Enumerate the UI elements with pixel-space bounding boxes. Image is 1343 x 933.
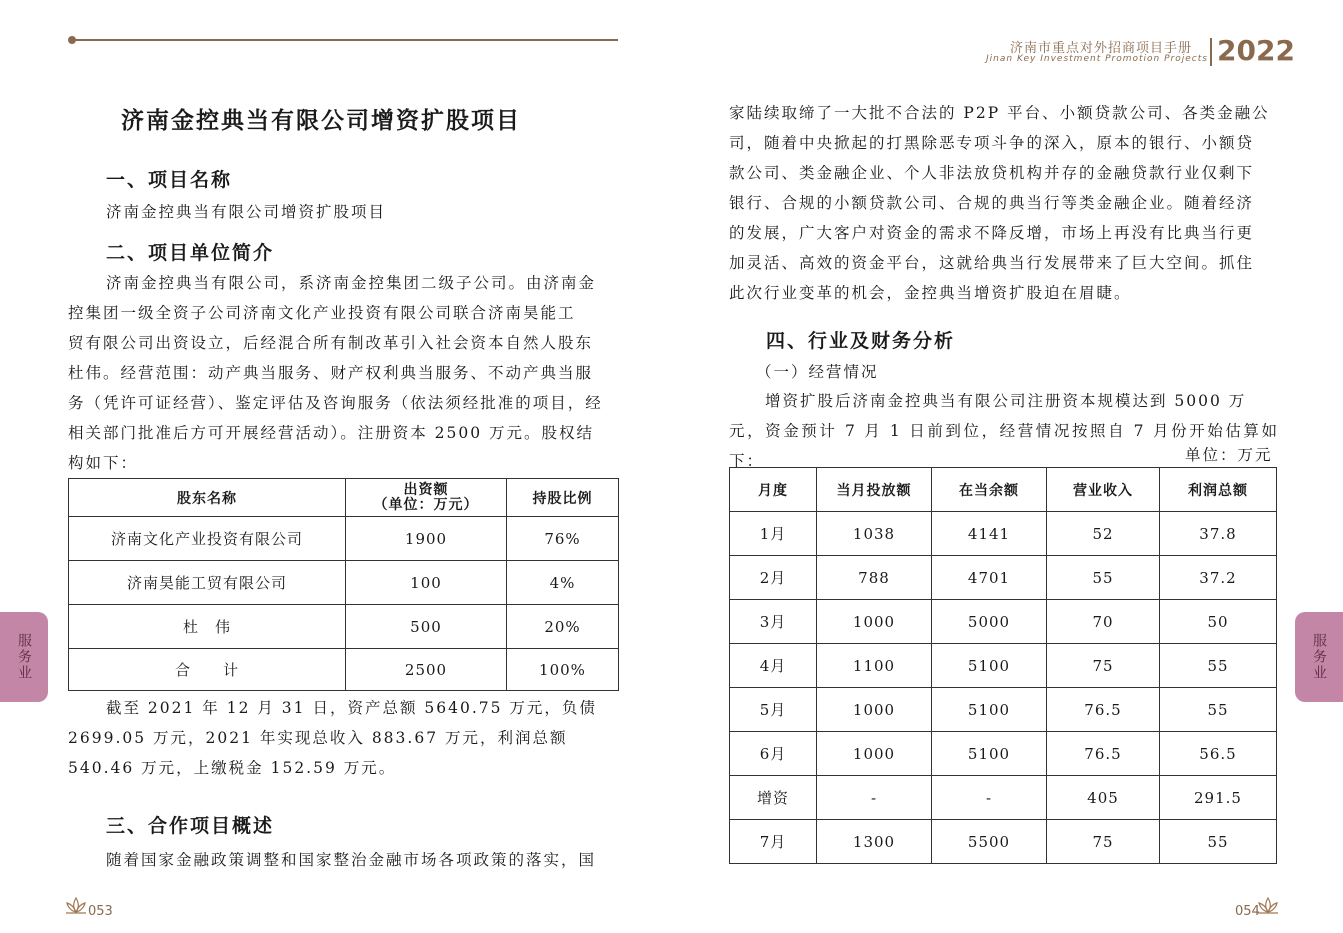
para-line: 增资扩股后济南金控典当有限公司注册资本规模达到 5000 万 xyxy=(765,392,1247,410)
table-cell: 500 xyxy=(346,605,507,649)
table-cell: 1300 xyxy=(817,820,932,864)
table-row xyxy=(69,517,619,561)
table-row-total xyxy=(69,649,619,691)
table-cell: 5000 xyxy=(932,600,1047,644)
table-cell: 100 xyxy=(346,561,507,605)
table-cell: 1000 xyxy=(817,732,932,776)
table-cell: 合 计 xyxy=(69,649,346,691)
table-cell: 4701 xyxy=(932,556,1047,600)
shareholder-table xyxy=(68,478,619,691)
para-line: 杜伟。经营范围：动产典当服务、财产权利典当服务、不动产典当服 xyxy=(68,364,594,382)
table-cell: 55 xyxy=(1047,556,1160,600)
para-line: 银行、合规的小额贷款公司、合规的典当行等类金融企业。随着经济 xyxy=(729,194,1255,212)
table-cell: 76% xyxy=(507,517,619,561)
unit-label: 单位：万元 xyxy=(1185,446,1273,464)
table-cell: 2月 xyxy=(730,556,817,600)
table-row xyxy=(730,776,1277,820)
operations-table xyxy=(729,467,1277,864)
table-row xyxy=(730,820,1277,864)
continued-paragraph xyxy=(729,98,1279,308)
table-cell: 55 xyxy=(1160,644,1277,688)
table-row xyxy=(69,561,619,605)
col-header-line: 出资额 xyxy=(403,481,449,498)
para-line: 540.46 万元，上缴税金 152.59 万元。 xyxy=(68,759,397,777)
table-cell: 788 xyxy=(817,556,932,600)
table-row xyxy=(730,688,1277,732)
section-2-heading: 二、项目单位简介 xyxy=(106,242,275,264)
table-cell: 杜 伟 xyxy=(69,605,346,649)
page-title: 济南金控典当有限公司增资扩股项目 xyxy=(121,107,521,134)
table-cell: 405 xyxy=(1047,776,1160,820)
table-row xyxy=(69,605,619,649)
para-line: 相关部门批准后方可开展经营活动）。注册资本 2500 万元。股权结 xyxy=(68,424,595,442)
table-cell: 4月 xyxy=(730,644,817,688)
table-cell: 5500 xyxy=(932,820,1047,864)
table-cell: 4141 xyxy=(932,512,1047,556)
table-cell: 6月 xyxy=(730,732,817,776)
table-cell: 37.2 xyxy=(1160,556,1277,600)
table-cell: 56.5 xyxy=(1160,732,1277,776)
col-header: 在当余额 xyxy=(932,468,1047,512)
para-line: 截至 2021 年 12 月 31 日，资产总额 5640.75 万元，负债 xyxy=(106,699,597,717)
table-cell: 76.5 xyxy=(1047,732,1160,776)
table-row xyxy=(730,556,1277,600)
section-3-text: 随着国家金融政策调整和国家整治金融市场各项政策的落实，国 xyxy=(106,851,597,869)
section-4-subheading: （一）经营情况 xyxy=(756,363,879,381)
table-cell: - xyxy=(817,776,932,820)
table-cell: 75 xyxy=(1047,644,1160,688)
col-header: 月度 xyxy=(730,468,817,512)
table-cell: 5月 xyxy=(730,688,817,732)
section-2-paragraph xyxy=(68,268,620,478)
table-cell: 291.5 xyxy=(1160,776,1277,820)
table-cell: 1900 xyxy=(346,517,507,561)
table-cell: 75 xyxy=(1047,820,1160,864)
table-cell: 济南文化产业投资有限公司 xyxy=(69,517,346,561)
page-number-right: 054 xyxy=(1235,904,1260,919)
table-cell: 5100 xyxy=(932,688,1047,732)
table-cell: 济南昊能工贸有限公司 xyxy=(69,561,346,605)
finance-paragraph xyxy=(68,693,620,783)
table-cell: 100% xyxy=(507,649,619,691)
para-line: 元，资金预计 7 月 1 日前到位，经营情况按照自 7 月份开始估算如下： xyxy=(729,422,1279,470)
table-cell: 2500 xyxy=(346,649,507,691)
para-line: 2699.05 万元，2021 年实现总收入 883.67 万元，利润总额 xyxy=(68,729,568,747)
header-rule-left xyxy=(72,39,618,41)
table-cell: 1038 xyxy=(817,512,932,556)
section-3-heading: 三、合作项目概述 xyxy=(106,815,275,837)
table-cell: 增资 xyxy=(730,776,817,820)
side-tab-left: 服务业 xyxy=(0,612,48,702)
table-cell: 1000 xyxy=(817,600,932,644)
table-cell: 7月 xyxy=(730,820,817,864)
para-line: 控集团一级全资子公司济南文化产业投资有限公司联合济南昊能工 xyxy=(68,304,576,322)
table-header-row xyxy=(730,468,1277,512)
table-cell: 20% xyxy=(507,605,619,649)
para-line: 贸有限公司出资设立，后经混合所有制改革引入社会资本自然人股东 xyxy=(68,334,594,352)
table-cell: 52 xyxy=(1047,512,1160,556)
header-title-cn: 济南市重点对外招商项目手册 xyxy=(1010,41,1193,56)
table-row xyxy=(730,732,1277,776)
page-number-left: 053 xyxy=(88,904,113,919)
para-line: 务（凭许可证经营）、鉴定评估及咨询服务（依法须经批准的项目，经 xyxy=(68,394,603,412)
para-line: 的发展，广大客户对资金的需求不降反增，市场上再没有比典当行更 xyxy=(729,224,1255,242)
para-line: 司，随着中央掀起的打黑除恶专项斗争的深入，原本的银行、小额贷 xyxy=(729,134,1255,152)
side-tab-right: 服务业 xyxy=(1295,612,1343,702)
table-cell: 1月 xyxy=(730,512,817,556)
table-cell: 55 xyxy=(1160,820,1277,864)
col-header: 当月投放额 xyxy=(817,468,932,512)
table-cell: 5100 xyxy=(932,644,1047,688)
col-header: 利润总额 xyxy=(1160,468,1277,512)
table-header-row xyxy=(69,479,619,517)
table-cell: 70 xyxy=(1047,600,1160,644)
para-line: 构如下： xyxy=(68,454,139,472)
table-cell: 37.8 xyxy=(1160,512,1277,556)
table-row xyxy=(730,512,1277,556)
lotus-icon xyxy=(64,896,88,916)
para-line: 家陆续取缔了一大批不合法的 P2P 平台、小额贷款公司、各类金融公 xyxy=(729,104,1270,122)
header-year: 2022 xyxy=(1217,34,1295,67)
col-header: 营业收入 xyxy=(1047,468,1160,512)
col-header-line: （单位：万元） xyxy=(373,496,479,513)
table-row xyxy=(730,600,1277,644)
table-cell: 5100 xyxy=(932,732,1047,776)
table-cell: 1000 xyxy=(817,688,932,732)
section-4-heading: 四、行业及财务分析 xyxy=(766,330,956,352)
table-cell: 50 xyxy=(1160,600,1277,644)
para-line: 加灵活、高效的资金平台，这就给典当行发展带来了巨大空间。抓住 xyxy=(729,254,1255,272)
table-cell: 1100 xyxy=(817,644,932,688)
section-1-text: 济南金控典当有限公司增资扩股项目 xyxy=(106,203,387,221)
header-title-en: Jinan Key Investment Promotion Projects xyxy=(986,54,1208,64)
table-row xyxy=(730,644,1277,688)
table-cell: 4% xyxy=(507,561,619,605)
col-header: 持股比例 xyxy=(507,479,619,517)
table-cell: - xyxy=(932,776,1047,820)
para-line: 济南金控典当有限公司，系济南金控集团二级子公司。由济南金 xyxy=(106,274,597,292)
table-cell: 3月 xyxy=(730,600,817,644)
para-line: 款公司、类金融企业、个人非法放贷机构并存的金融贷款行业仅剩下 xyxy=(729,164,1255,182)
table-cell: 55 xyxy=(1160,688,1277,732)
para-line: 此次行业变革的机会，金控典当增资扩股迫在眉睫。 xyxy=(729,284,1132,302)
header-separator xyxy=(1210,38,1212,66)
lotus-icon xyxy=(1256,896,1280,916)
section-1-heading: 一、项目名称 xyxy=(106,169,233,191)
col-header: 股东名称 xyxy=(69,479,346,517)
col-header xyxy=(346,479,507,517)
table-cell: 76.5 xyxy=(1047,688,1160,732)
